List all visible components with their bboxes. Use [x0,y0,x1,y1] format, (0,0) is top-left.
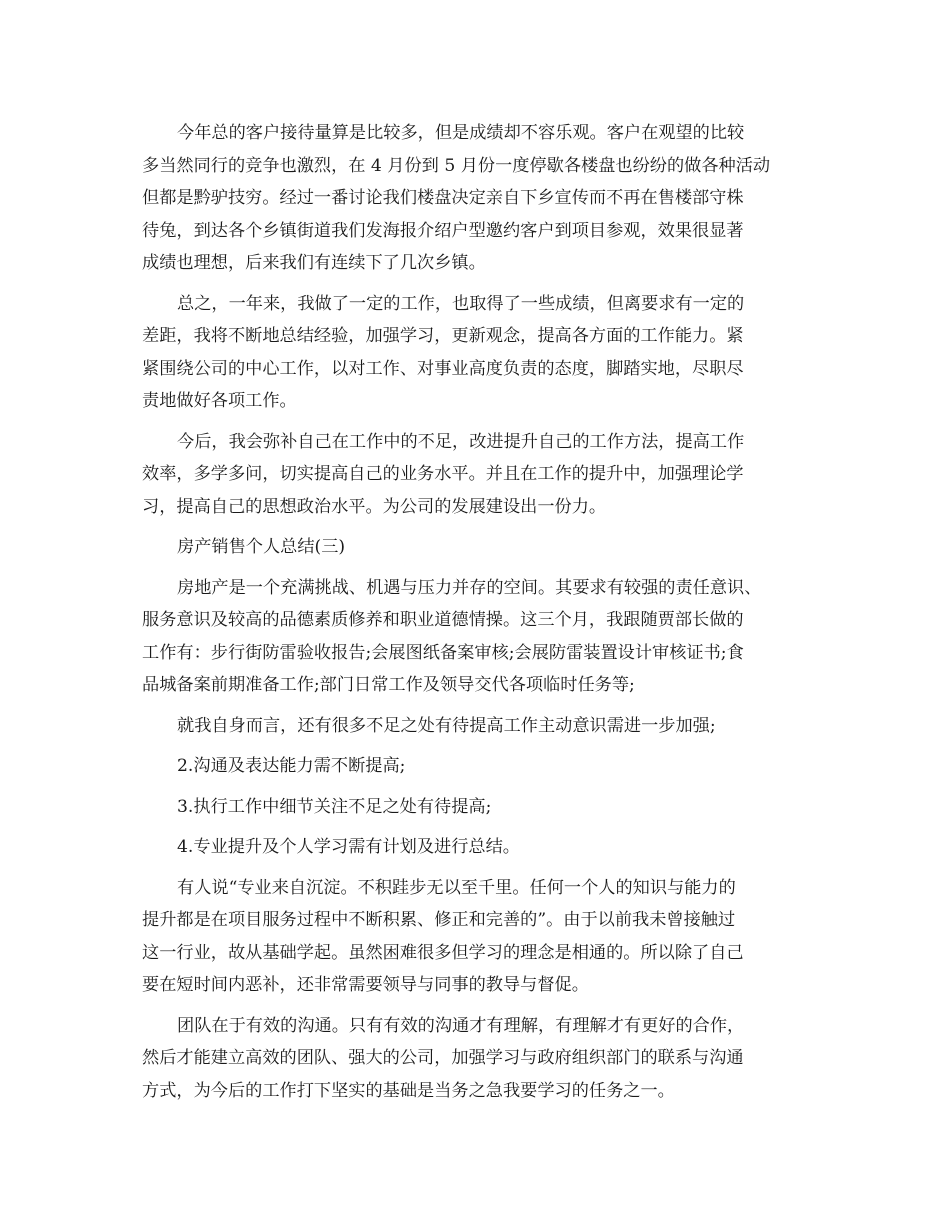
text-line: 房地产是一个充满挑战、机遇与压力并存的空间。其要求有较强的责任意识、 [177,577,762,598]
text-line: 团队在于有效的沟通。只有有效的沟通才有理解，有理解才有更好的合作， [177,1015,745,1036]
text-line: 这一行业，故从基础学起。虽然困难很多但学习的理念是相通的。所以除了自己 [142,942,744,963]
text-line: 2.沟通及表达能力需不断提高; [177,756,406,776]
paragraph-gap [142,702,804,710]
paragraph-gap [142,280,804,288]
paragraph-gap [142,864,804,872]
text-line: 效率，多学多问，切实提高自己的业务水平。并且在工作的提升中，加强理论学 [142,464,744,484]
text-line: 提升都是在项目服务过程中不断积累、修正和完善的”。由于以前我未曾接触过 [142,910,736,930]
text-line: 服务意识及较高的品德素质修养和职业道德情操。这三个月，我跟随贾部长做的 [142,610,744,630]
text-line: 但都是黔驴技穷。经过一番讨论我们楼盘决定亲自下乡宣传而不再在售楼部守株 [142,188,744,208]
text-line: 方式，为今后的工作打下坚实的基础是当务之急我要学习的任务之一。 [142,1080,675,1101]
text-line: 4.专业提升及个人学习需有计划及进行总结。 [177,837,520,857]
paragraph-gap [142,823,804,831]
text-line: 差距，我将不断地总结经验，加强学习，更新观念，提高各方面的工作能力。紧 [142,326,744,346]
text-line: 待兔，到达各个乡镇街道我们发海报介绍户型邀约客户到项目参观，效果很显著 [142,220,744,241]
text-line: 成绩也理想，后来我们有连续下了几次乡镇。 [142,253,486,273]
text-line: 工作有：步行街防雷验收报告;会展图纸备案审核;会展防雷装置设计审核证书;食 [142,642,744,663]
text-line: 然后才能建立高效的团队、强大的公司，加强学习与政府组织部门的联系与沟通 [142,1048,744,1068]
text-line: 就我自身而言，还有很多不足之处有待提高工作主动意识需进一步加强; [177,715,716,736]
text-line: 多当然同行的竞争也激烈，在 4 月份到 5 月份一度停歇各楼盘也纷纷的做各种活动 [142,155,771,176]
paragraph-gap [142,418,804,426]
text-line: 习，提高自己的思想政治水平。为公司的发展建设出一份力。 [142,496,607,517]
paragraph-gap [142,783,804,791]
text-line: 品城备案前期准备工作;部门日常工作及领导交代各项临时任务等; [142,675,635,695]
text-line: 要在短时间内恶补，还非常需要领导与同事的教导与督促。 [142,975,589,995]
paragraph-gap [142,564,804,572]
text-line: 房产销售个人总结(三) [177,537,346,557]
text-line: 责地做好各项工作。 [142,391,297,411]
text-line: 今年总的客户接待量算是比较多，但是成绩却不容乐观。客户在观望的比较 [177,123,745,143]
paragraph-gap [142,1002,804,1010]
paragraph-gap [142,742,804,750]
text-line: 总之，一年来，我做了一定的工作，也取得了一些成绩，但离要求有一定的 [177,293,745,314]
text-line: 3.执行工作中细节关注不足之处有待提高; [177,796,492,817]
text-line: 有人说“专业来自沉淀。不积跬步无以至千里。任何一个人的知识与能力的 [177,877,736,898]
text-line: 今后，我会弥补自己在工作中的不足，改进提升自己的工作方法，提高工作 [177,431,745,452]
paragraph-gap [142,523,804,531]
document-body [142,117,804,1107]
text-line: 紧围绕公司的中心工作，以对工作、对事业高度负责的态度，脚踏实地，尽职尽 [142,358,744,379]
